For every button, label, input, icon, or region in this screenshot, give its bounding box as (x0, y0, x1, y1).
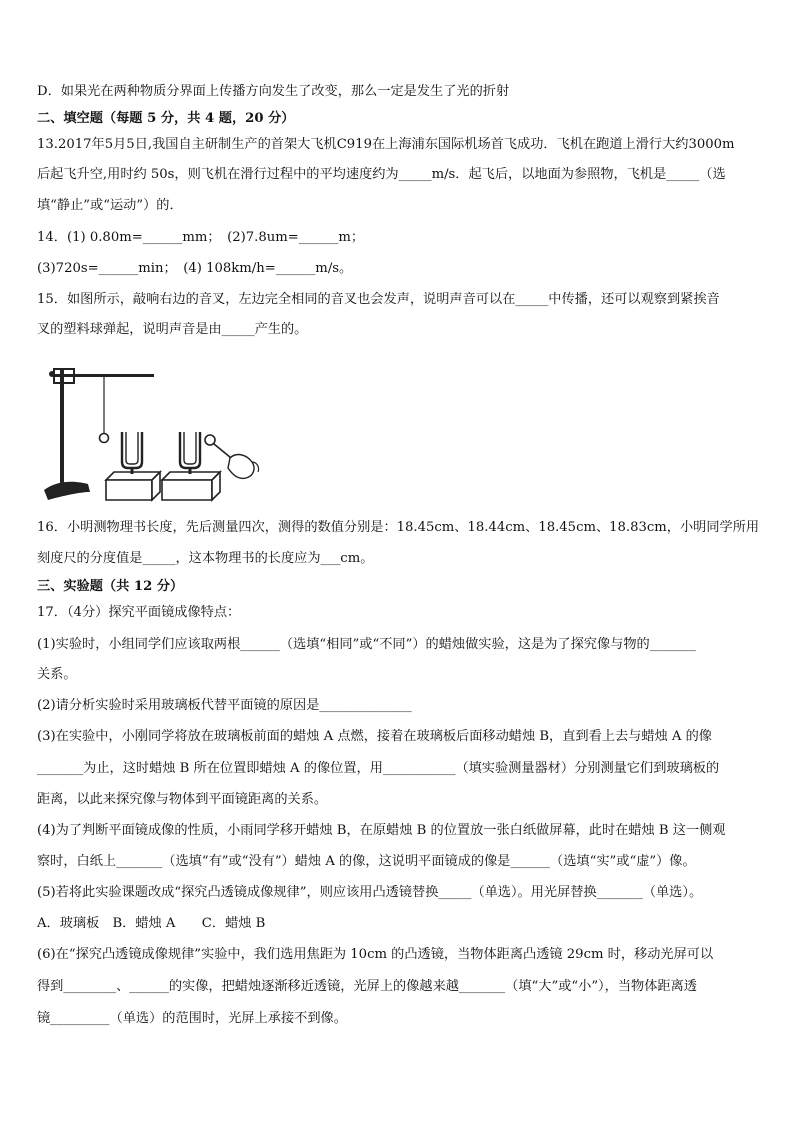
section-experiment-heading: 三、实验题（共 12 分） (37, 579, 184, 594)
question-16-line-1: 16．小明测物理书长度，先后测量四次，测得的数值分别是：18.45cm、18.44cm、18.45cm、18.83cm，小明同学所用 (37, 520, 759, 535)
question-17-part-1-line-2: 关系。 (37, 667, 77, 682)
stand-arm (54, 374, 154, 377)
question-17-part-6-line-3: 镜_________（单选）的范围时，光屏上承接不到像。 (37, 1011, 347, 1026)
question-17-part-4-line-2: 察时，白纸上_______（选填“有”或“没有”）蜡烛 A 的像，这说明平面镜成的像是______（选填“实”或“虚”）像。 (37, 854, 696, 869)
question-17-part-6-line-2: 得到________、______的实像，把蜡烛逐渐移近透镜，光屏上的像越来越_______（填“大”或“小”），当物体距离透 (37, 979, 697, 994)
question-17-part-3-line-3: 距离，以此来探究像与物体到平面镜距离的关系。 (37, 792, 328, 807)
question-15-line-2: 叉的塑料球弹起，说明声音是由_____产生的。 (37, 322, 308, 337)
question-15-line-1: 15．如图所示，敲响右边的音叉，左边完全相同的音叉也会发声，说明声音可以在_____中传播，还可以观察到紧挨音 (37, 292, 720, 307)
stand-pole (60, 368, 64, 488)
right-tuning-fork (180, 432, 200, 468)
left-tuning-fork (122, 432, 142, 468)
question-14-line-1: 14．(1) 0.80m=______mm； (2)7.8um=______m； (37, 230, 365, 245)
right-box-front (162, 480, 212, 500)
mallet-head (205, 435, 215, 445)
left-box-front (106, 480, 152, 500)
tuning-fork-figure (40, 358, 262, 504)
hand (228, 455, 254, 479)
right-fork-inner (184, 432, 196, 464)
question-17-part-6-line-1: (6)在“探究凸透镜成像规律”实验中，我们选用焦距为 10cm 的凸透镜，当物体距离凸透镜 29cm 时，移动光屏可以 (37, 947, 714, 962)
plastic-ball (100, 434, 109, 443)
stand-base (44, 482, 90, 500)
question-17-part-1-line-1: (1)实验时，小组同学们应该取两根______（选填“相同”或“不同”）的蜡烛做实验，这是为了探究像与物的_______ (37, 637, 696, 652)
clamp-screw (49, 371, 55, 377)
question-16-line-2: 刻度尺的分度值是_____，这本物理书的长度应为___cm。 (37, 551, 374, 566)
section-fill-in-heading: 二、填空题（每题 5 分，共 4 题，20 分） (37, 111, 295, 126)
question-17-part-3-line-1: (3)在实验中，小刚同学将放在玻璃板前面的蜡烛 A 点燃，接着在玻璃板后面移动蜡烛 B，直到看上去与蜡烛 A 的像 (37, 729, 712, 744)
question-14-line-2: (3)720s=______min； (4) 108km/h=______m/s。 (37, 261, 353, 276)
question-13-line-2: 后起飞升空,用时约 50s，则飞机在滑行过程中的平均速度约为_____m/s．起飞后，以地面为参照物，飞机是_____（选 (37, 167, 726, 182)
question-13-line-1: 13.2017年5月5日,我国自主研制生产的首架大飞机C919在上海浦东国际机场首飞成功．飞机在跑道上滑行大约3000m (37, 137, 735, 152)
question-17-part-5: (5)若将此实验课题改成“探究凸透镜成像规律”，则应该用凸透镜替换_____（单选）。用光屏替换_______（单选）。 (37, 885, 703, 900)
question-17-part-4-line-1: (4)为了判断平面镜成像的性质，小雨同学移开蜡烛 B，在原蜡烛 B 的位置放一张白纸做屏幕，此时在蜡烛 B 这一侧观 (37, 823, 726, 838)
question-17-part-2: (2)请分析实验时采用玻璃板代替平面镜的原因是______________ (37, 698, 412, 713)
question-13-line-3: 填“静止”或“运动”）的． (37, 198, 183, 213)
question-17-title: 17．（4分）探究平面镜成像特点： (37, 605, 241, 620)
question-17-part-5-options: A．玻璃板 B．蜡烛 A C．蜡烛 B (37, 916, 266, 931)
option-d: D．如果光在两种物质分界面上传播方向发生了改变，那么一定是发生了光的折射 (37, 84, 510, 99)
question-17-part-3-line-2: _______为止，这时蜡烛 B 所在位置即蜡烛 A 的像位置，用___________（填实验测量器材）分别测量它们到玻璃板的 (37, 761, 720, 776)
left-fork-inner (126, 432, 138, 464)
